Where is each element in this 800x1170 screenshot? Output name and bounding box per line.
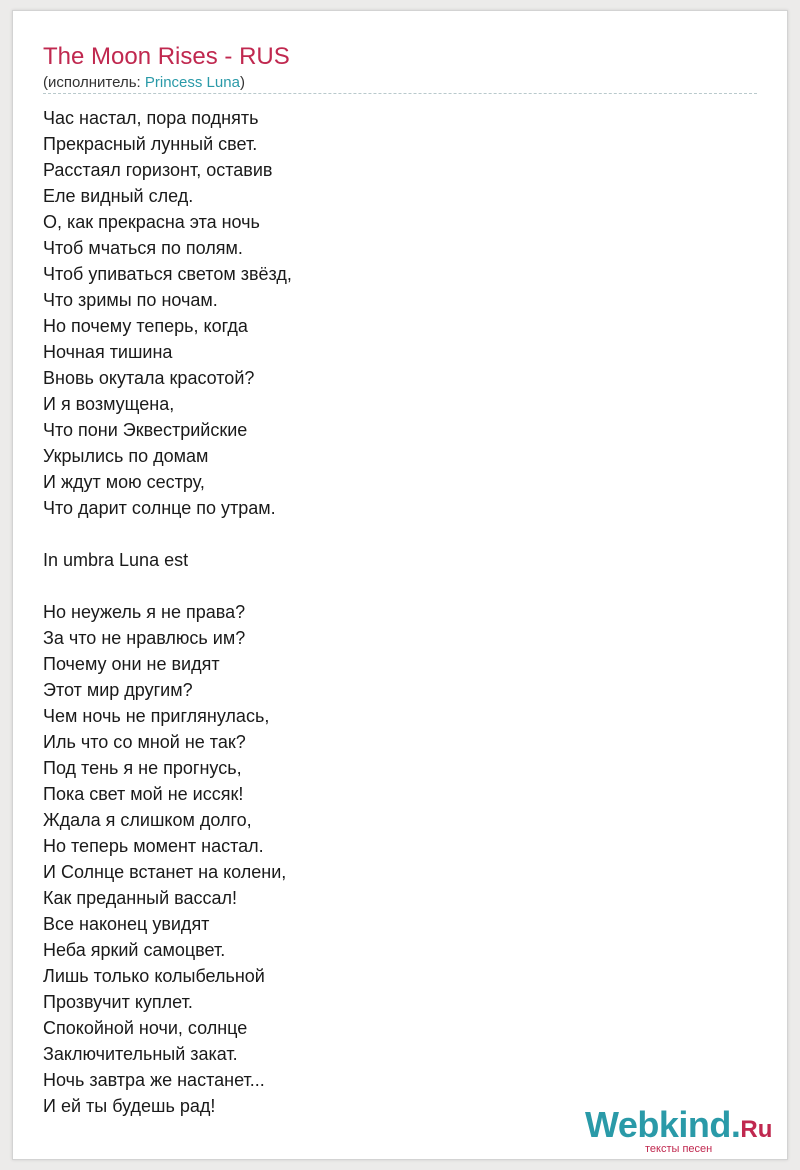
stanza-break [43,573,743,599]
lyric-line: Час настал, пора поднять [43,108,259,128]
lyric-line: Чем ночь не приглянулась, [43,706,270,726]
lyric-line: Иль что со мной не так? [43,732,246,752]
lyric-line: Прекрасный лунный свет. [43,134,258,154]
header-divider [43,93,757,94]
artist-link[interactable]: Princess Luna [144,74,240,91]
logo-brand: Webkind [585,1104,731,1145]
lyric-line: Вновь окутала красотой? [43,368,255,388]
lyric-line: Неба яркий самоцвет. [43,940,226,960]
lyric-line: Что пони Эквестрийские [43,420,248,440]
lyric-line: И ей ты будешь рад! [43,1096,216,1116]
lyric-line: И ждут мою сестру, [43,472,205,492]
lyric-line: Заключительный закат. [43,1044,238,1064]
lyric-line: Укрылись по домам [43,446,209,466]
lyric-line: Расстаял горизонт, оставив [43,160,273,180]
lyric-line: Ночь завтра же настанет... [43,1070,265,1090]
lyric-line: Под тень я не прогнусь, [43,758,242,778]
lyric-line: Чтоб упиваться светом звёзд, [43,264,292,284]
song-title: The Moon Rises - RUS [43,43,290,70]
lyric-line: О, как прекрасна эта ночь [43,212,260,232]
logo-dot: . [730,1104,741,1145]
lyric-line: In umbra Luna est [43,550,189,570]
lyric-line: Но почему теперь, когда [43,316,248,336]
lyrics-page [12,10,788,1160]
artist-prefix: (исполнитель: [43,74,145,91]
lyric-line: Но неужель я не права? [43,602,246,622]
lyric-line: Спокойной ночи, солнце [43,1018,248,1038]
lyric-line: Почему они не видят [43,654,220,674]
lyric-line: Все наконец увидят [43,914,210,934]
lyric-line: Пока свет мой не иссяк! [43,784,244,804]
lyric-line: Что дарит солнце по утрам. [43,498,276,518]
lyric-line: Что зримы по ночам. [43,290,218,310]
lyric-line: Еле видный след. [43,186,194,206]
lyric-line: Лишь только колыбельной [43,966,265,986]
logo-tld: Ru [740,1116,773,1143]
lyric-line: Ночная тишина [43,342,173,362]
site-logo[interactable] [585,1105,785,1161]
lyric-line: Прозвучит куплет. [43,992,193,1012]
logo-tagline: тексты песен [645,1143,713,1155]
lyric-line: И Солнце встанет на колени, [43,862,287,882]
lyric-line: Чтоб мчаться по полям. [43,238,243,258]
lyrics-text [43,105,743,1119]
lyric-line: И я возмущена, [43,394,175,414]
lyric-line: Ждала я слишком долго, [43,810,252,830]
lyric-line: Как преданный вассал! [43,888,238,908]
lyric-line: За что не нравлюсь им? [43,628,246,648]
lyric-line: Этот мир другим? [43,680,193,700]
stanza-break [43,521,743,547]
lyric-line: Но теперь момент настал. [43,836,264,856]
artist-suffix: ) [239,74,245,91]
artist-line [43,73,245,93]
